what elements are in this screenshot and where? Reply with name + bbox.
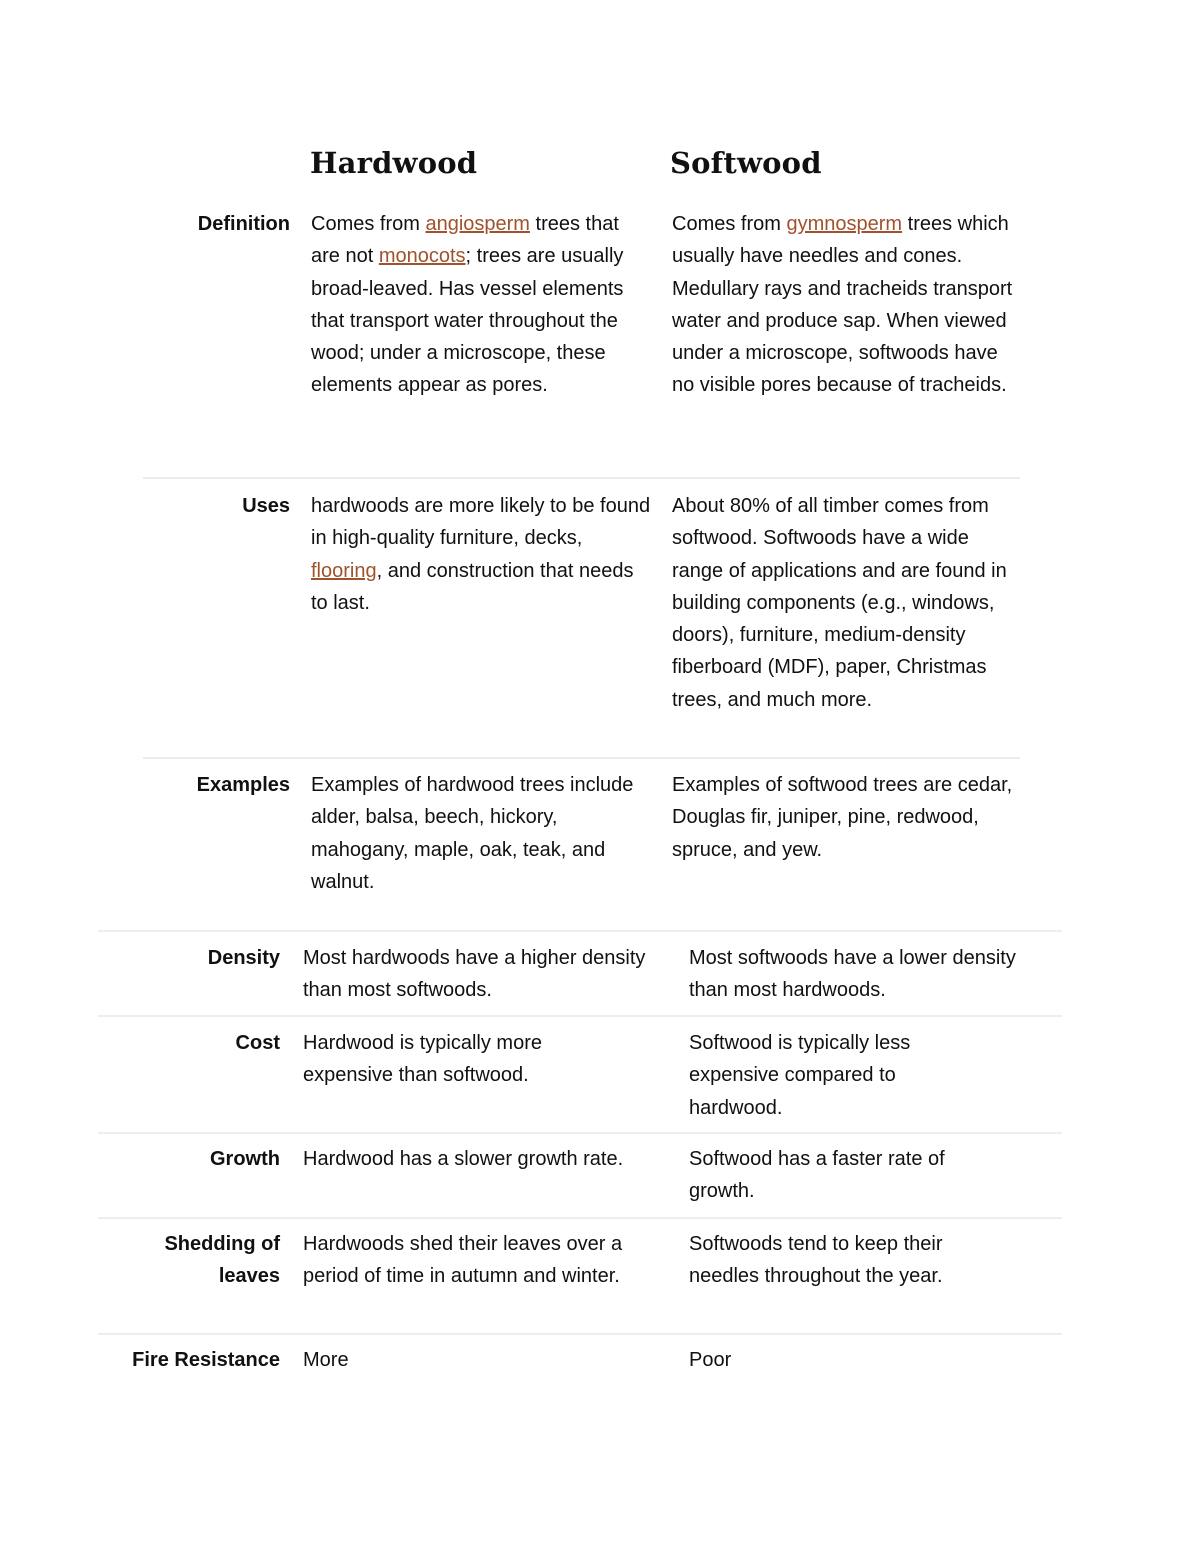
- row-divider: [98, 1217, 1062, 1219]
- softwood-shedding: Softwoods tend to keep their needles throughout the year.: [689, 1233, 943, 1288]
- hardwood-shedding: Hardwoods shed their leaves over a period of time in autumn and winter.: [303, 1233, 623, 1288]
- hardwood-cost: Hardwood is typically more expensive than softwood.: [303, 1032, 542, 1087]
- flooring-link[interactable]: flooring: [311, 559, 377, 582]
- row-label: Uses: [242, 495, 290, 517]
- softwood-growth: Softwood has a faster rate of growth.: [689, 1148, 945, 1203]
- row-label: Shedding of leaves: [164, 1233, 280, 1287]
- softwood-definition: Comes from gymnosperm trees which usually have needles and cones. Medullary rays and tracheids transport water and produce sap. When viewed under a microscope, softwoods have no visible pores because of tracheids.: [672, 213, 1013, 397]
- gymnosperm-link[interactable]: gymnosperm: [786, 213, 903, 235]
- row-divider: [98, 930, 1062, 932]
- row-divider: [98, 1015, 1062, 1017]
- hardwood-definition: Comes from angiosperm trees that are not monocots; trees are usually broad-leaved. Has vessel elements that transport water throughout the wood; under a microscope, these elements appear as pores.: [311, 213, 624, 397]
- hardwood-examples: Examples of hardwood trees include alder, balsa, beech, hickory, mahogany, maple, oak, teak, and walnut.: [311, 774, 634, 893]
- row-label: Density: [207, 947, 280, 969]
- row-label: Fire Resistance: [132, 1349, 280, 1371]
- row-label: Examples: [196, 774, 290, 796]
- row-label: Growth: [210, 1148, 280, 1170]
- angiosperm-link[interactable]: angiosperm: [425, 213, 530, 235]
- monocots-link[interactable]: monocots: [378, 245, 466, 268]
- row-label: Definition: [197, 213, 290, 235]
- hardwood-growth: Hardwood has a slower growth rate.: [303, 1148, 624, 1170]
- column-header-hardwood: Hardwood: [310, 146, 478, 180]
- hardwood-fire-resistance: More: [303, 1349, 349, 1371]
- row-divider: [143, 477, 1020, 479]
- softwood-uses: About 80% of all timber comes from softwood. Softwoods have a wide range of applications and are found in building components (e.g., windows, doors), furniture, medium-density fiberboard (MDF), paper, Christmas trees, and much more.: [672, 495, 1007, 711]
- softwood-cost: Softwood is typically less expensive compared to hardwood.: [689, 1032, 911, 1119]
- hardwood-density: Most hardwoods have a higher density than most softwoods.: [303, 947, 646, 1002]
- hardwood-uses: hardwoods are more likely to be found in high-quality furniture, decks, flooring, and construction that needs to last.: [311, 495, 651, 614]
- softwood-examples: Examples of softwood trees are cedar, Douglas fir, juniper, pine, redwood, spruce, and yew.: [672, 774, 1013, 861]
- row-divider: [98, 1333, 1062, 1335]
- row-label: Cost: [235, 1032, 280, 1054]
- softwood-density: Most softwoods have a lower density than most hardwoods.: [689, 947, 1016, 1002]
- row-divider: [98, 1132, 1062, 1134]
- row-divider: [143, 757, 1020, 759]
- softwood-fire-resistance: Poor: [689, 1349, 732, 1371]
- column-header-softwood: Softwood: [670, 146, 822, 180]
